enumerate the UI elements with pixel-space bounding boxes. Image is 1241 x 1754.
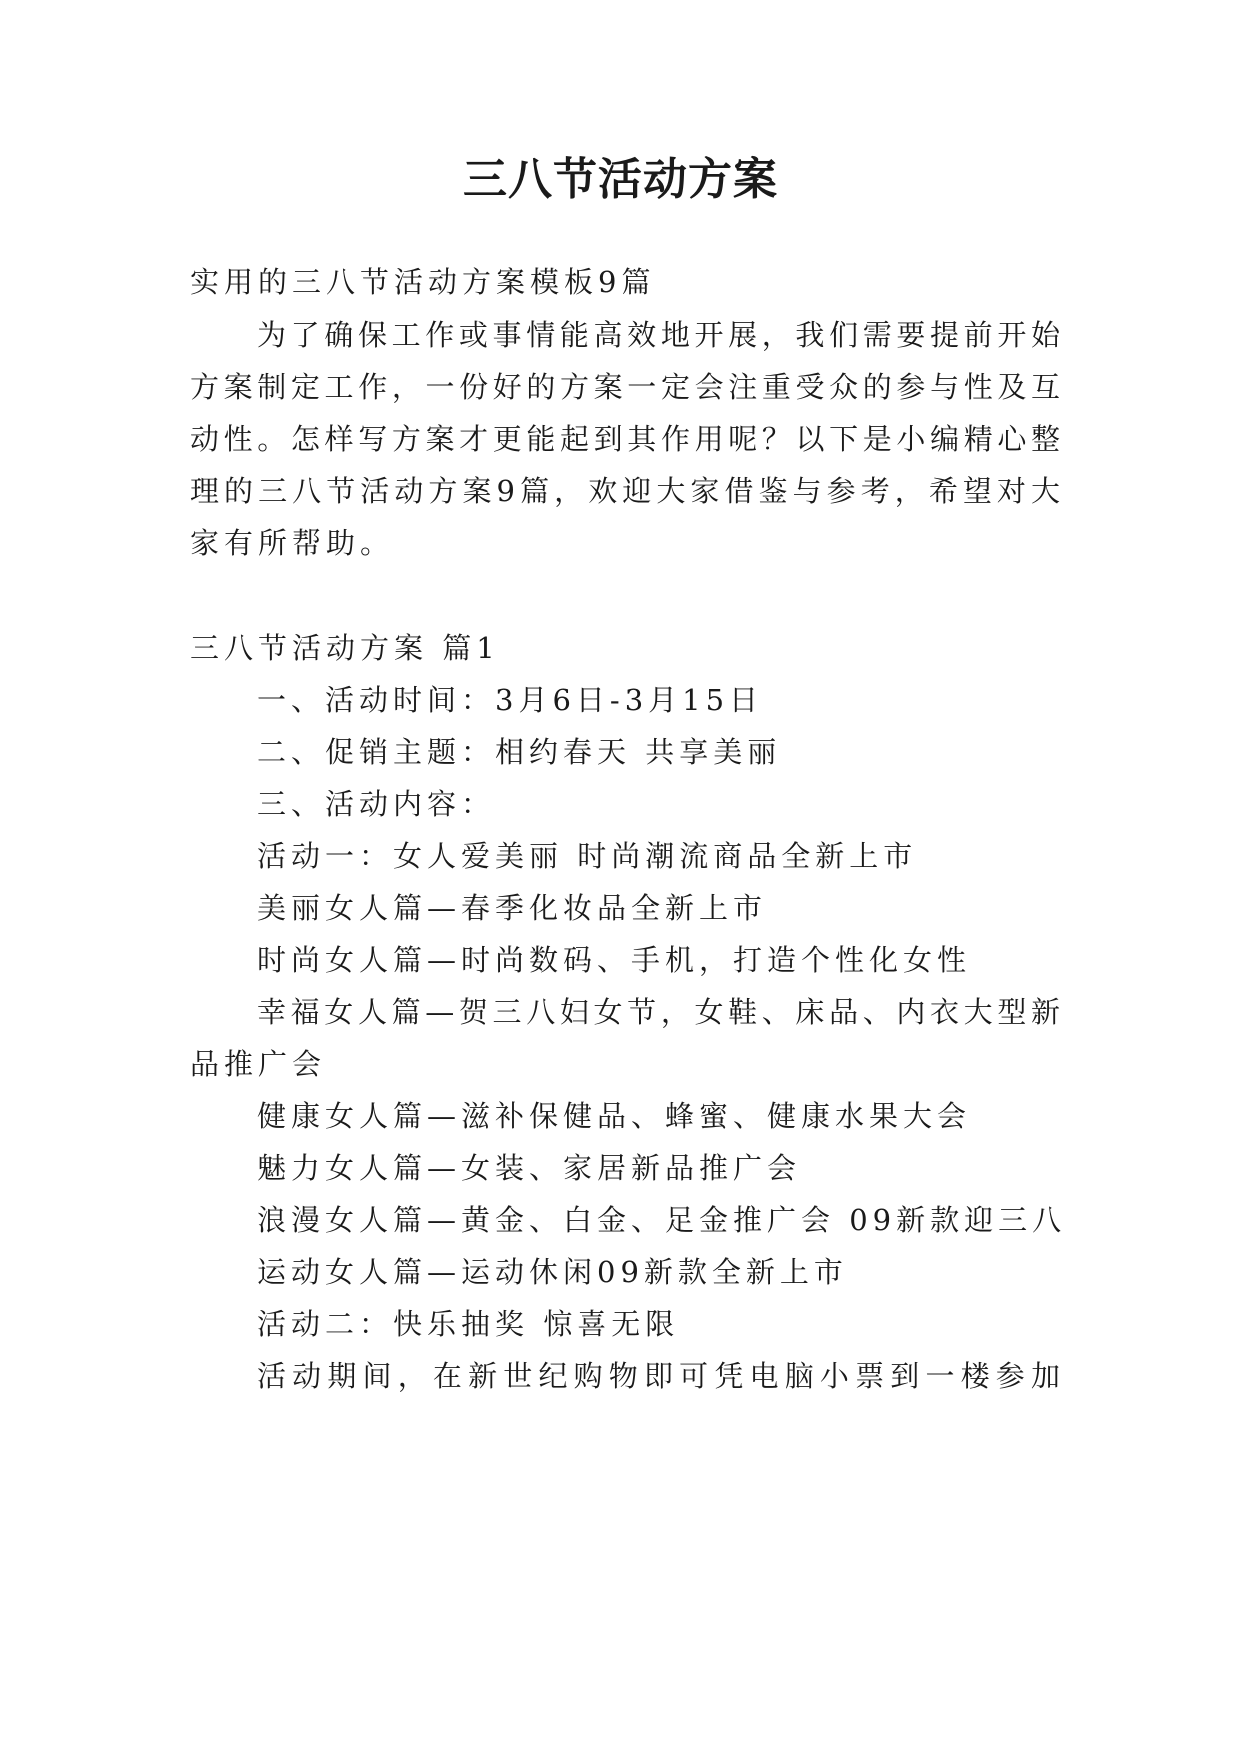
section-line: 美丽女人篇—春季化妆品全新上市: [257, 891, 768, 925]
intro-line: 为了确保工作或事情能高效地开展，我们需要提前开始: [257, 318, 1060, 352]
document-title: 三八节活动方案: [463, 154, 778, 205]
section-line: 健康女人篇—滋补保健品、蜂蜜、健康水果大会: [257, 1099, 972, 1133]
section-line: 浪漫女人篇—黄金、白金、足金推广会 09新款迎三八: [257, 1203, 1067, 1237]
section-line: 活动期间，在新世纪购物即可凭电脑小票到一楼参加: [257, 1359, 1060, 1393]
section-heading: 三八节活动方案 篇1: [190, 631, 500, 665]
section-line: 一、活动时间：3月6日-3月15日: [257, 683, 764, 717]
section-line: 活动一：女人爱美丽 时尚潮流商品全新上市: [257, 839, 918, 873]
intro-line: 家有所帮助。: [190, 526, 395, 560]
intro-line: 方案制定工作，一份好的方案一定会注重受众的参与性及互: [190, 370, 1060, 404]
section-line: 幸福女人篇—贺三八妇女节，女鞋、床品、内衣大型新: [257, 995, 1060, 1029]
section-line: 活动二：快乐抽奖 惊喜无限: [257, 1307, 680, 1341]
section-line: 魅力女人篇—女装、家居新品推广会: [257, 1151, 802, 1185]
section-line: 品推广会: [190, 1047, 327, 1081]
section-line: 二、促销主题：相约春天 共享美丽: [257, 735, 782, 769]
section-line: 时尚女人篇—时尚数码、手机，打造个性化女性: [257, 943, 972, 977]
section-line: 运动女人篇—运动休闲09新款全新上市: [257, 1255, 848, 1289]
intro-line: 理的三八节活动方案9篇，欢迎大家借鉴与参考，希望对大: [190, 474, 1060, 508]
intro-line: 动性。怎样写方案才更能起到其作用呢？以下是小编精心整: [190, 422, 1060, 456]
document-subtitle: 实用的三八节活动方案模板9篇: [190, 265, 656, 299]
section-line: 三、活动内容：: [257, 787, 496, 821]
